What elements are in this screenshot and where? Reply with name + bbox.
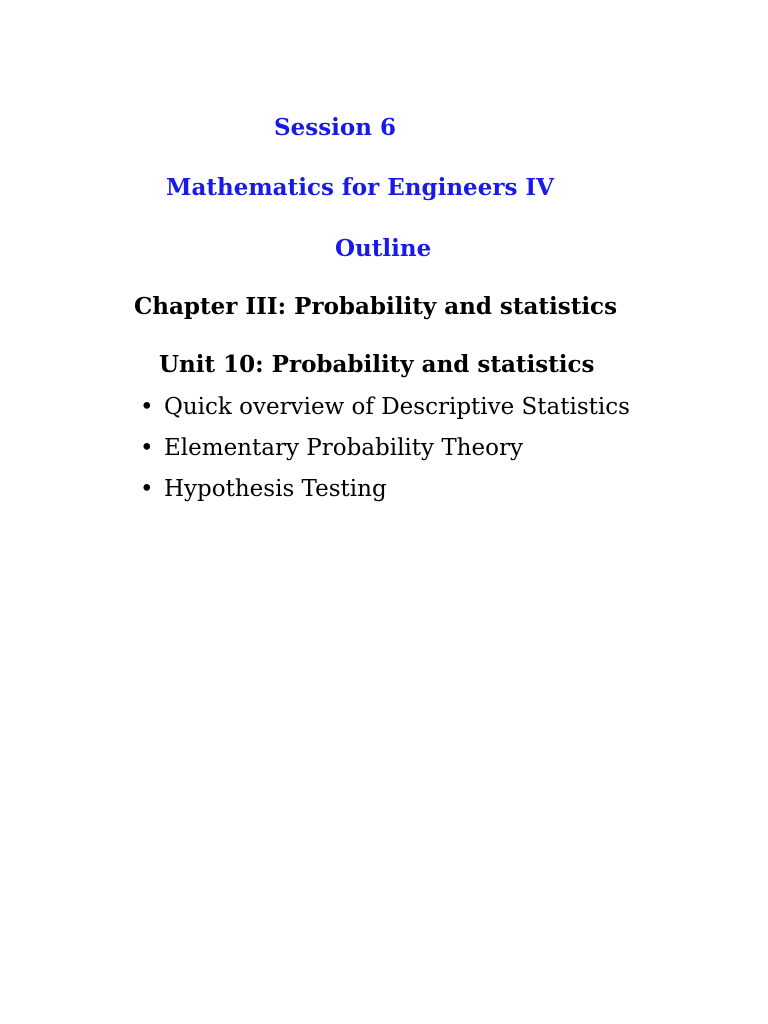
list-item-text: Hypothesis Testing xyxy=(164,476,387,502)
list-item xyxy=(140,476,630,517)
list-item xyxy=(140,394,630,435)
unit-heading: Unit 10: Probability and statistics xyxy=(159,351,595,378)
session-title: Session 6 xyxy=(274,114,396,141)
topic-list xyxy=(140,394,630,517)
list-item-text: Elementary Probability Theory xyxy=(164,435,523,461)
course-title: Mathematics for Engineers IV xyxy=(166,174,555,201)
chapter-heading: Chapter III: Probability and statistics xyxy=(134,293,618,320)
bullet-icon: • xyxy=(140,435,154,461)
list-item-text: Quick overview of Descriptive Statistics xyxy=(164,394,630,420)
outline-title: Outline xyxy=(335,235,432,262)
bullet-icon: • xyxy=(140,394,154,420)
list-item xyxy=(140,435,630,476)
bullet-icon: • xyxy=(140,476,154,502)
